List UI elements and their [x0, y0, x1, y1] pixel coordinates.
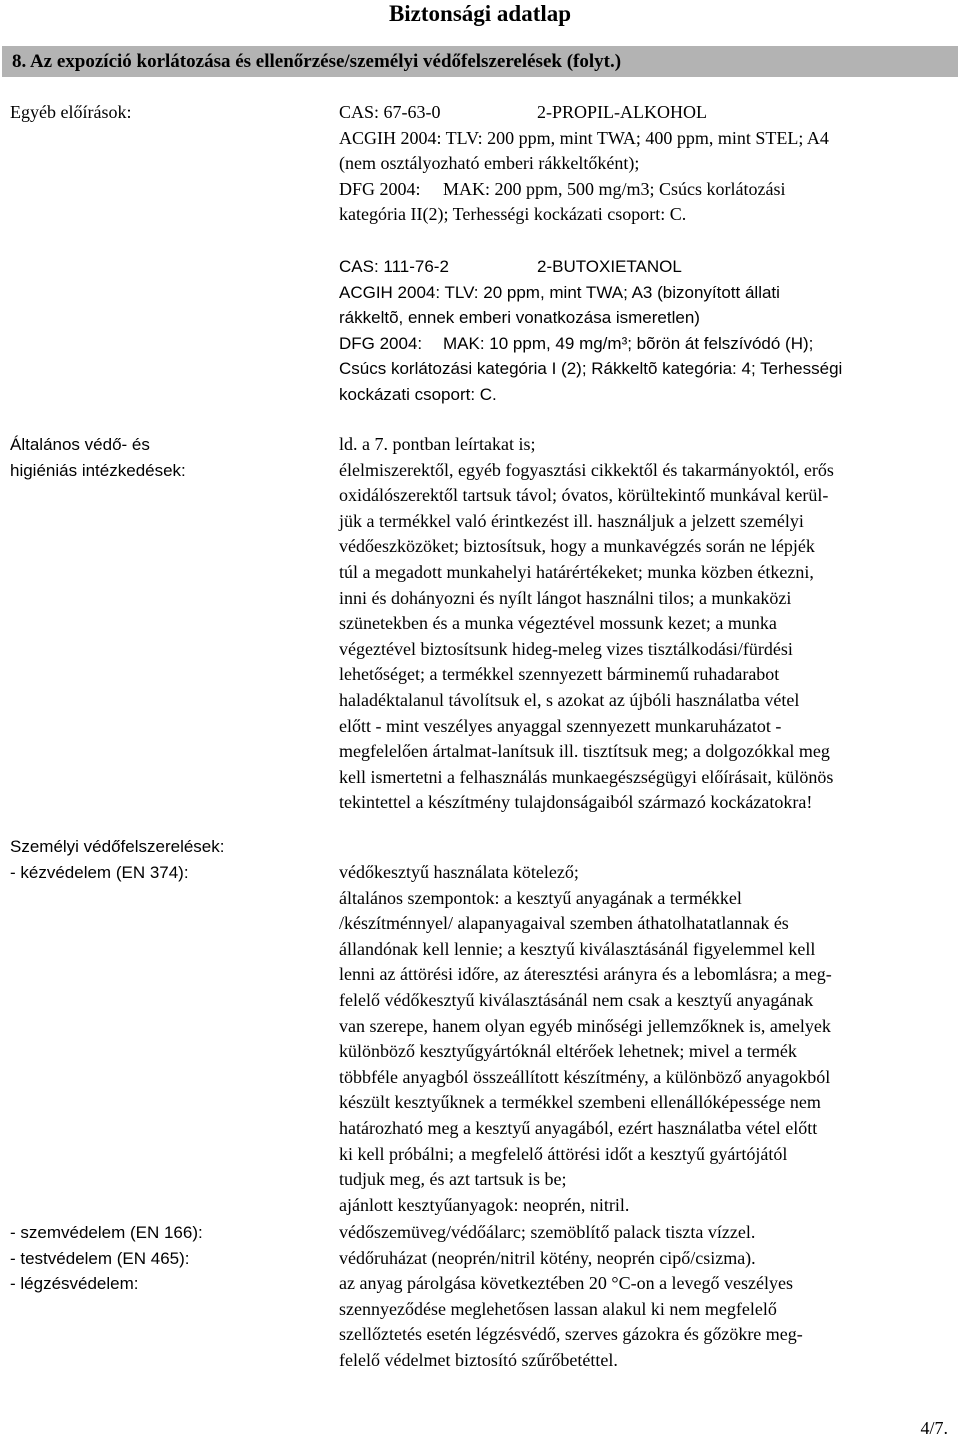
- dfg-label: DFG 2004:: [339, 178, 421, 199]
- substance-1-header: [339, 100, 829, 126]
- text-line: élelmiszerektől, egyéb fogyasztási cikkektől és takarmányoktól, erős: [339, 459, 834, 480]
- text-line: ld. a 7. pontban leírtakat is;: [339, 434, 536, 454]
- substance-2-header: [339, 254, 842, 280]
- substance-1-last-line: kategória II(2); Terhességi kockázati csoport: C.: [339, 204, 687, 225]
- text-line: van szerepe, hanem olyan egyéb minőségi jellemzőknek is, amelyek: [339, 1015, 831, 1036]
- other-protection-labels: [10, 1220, 203, 1297]
- respiratory-protection-label: - légzésvédelem:: [10, 1274, 139, 1294]
- other-protection-text: [339, 1220, 803, 1374]
- text-line: védőkesztyű használata kötelező;: [339, 862, 579, 882]
- text-line: tudjuk meg, és azt tartsuk is be;: [339, 1169, 567, 1190]
- text-line: védőeszközöket; biztosítsuk, hogy a munkavégzés során ne lépjék: [339, 536, 815, 557]
- dfg-value: MAK: 10 ppm, 49 mg/m³; bõrön át felszívódó (H);: [443, 333, 814, 353]
- text-line: különböző kesztyűgyártóknál eltérőek lehetnek; mivel a termék: [339, 1041, 797, 1062]
- section-heading: 8. Az expozíció korlátozása és ellenőrzése/személyi védőfelszerelések (folyt.): [2, 46, 958, 77]
- text-line: haladéktalanul távolítsuk el, s azokat az újbóli használatba vétel: [339, 689, 800, 710]
- text-line: túl a megadott munkahelyi határértékeket; munka közben étkezni,: [339, 561, 814, 582]
- body-protection-label: - testvédelem (EN 465):: [10, 1248, 190, 1268]
- dfg-label: DFG 2004:: [339, 333, 423, 353]
- substance-2: [339, 254, 842, 408]
- text-line: kell ismertetni a felhasználás munkaegészségügyi előírásait, különös: [339, 766, 834, 787]
- other-rules-label: Egyéb előírások:: [10, 102, 132, 122]
- text-line: oxidálószerektől tartsuk távol; óvatos, körültekintő munkával kerül-: [339, 485, 829, 506]
- hand-protection-label: - kézvédelem (EN 374):: [10, 862, 189, 882]
- text-line: lenni az áttörési időre, az áteresztési arányra és a lebomlásra; a meg-: [339, 964, 832, 985]
- substance-2-dfg: [339, 331, 842, 357]
- substance-2-line: ACGIH 2004: TLV: 20 ppm, mint TWA; A3 (bizonyított állati: [339, 282, 780, 302]
- text-line: szennyeződése meglehetősen lassan alakul ki nem megfelelő: [339, 1298, 777, 1319]
- body-protection-text: védőruházat (neoprén/nitril kötény, neoprén cipő/csizma).: [339, 1247, 756, 1268]
- text-line: ajánlott kesztyűanyagok: neoprén, nitril.: [339, 1194, 630, 1215]
- substance-1-cas: CAS: 67-63-0: [339, 102, 441, 122]
- eye-protection-label: - szemvédelem (EN 166):: [10, 1223, 203, 1242]
- substance-2-line: rákkeltõ, ennek emberi vonatkozása ismeretlen): [339, 308, 700, 328]
- text-line: /készítménnyel/ alapanyagaival szemben áthatolhatatlannak és: [339, 913, 789, 934]
- substance-2-name: 2-BUTOXIETANOL: [537, 257, 682, 276]
- text-line: állandónak kell lennie; a kesztyű kiválasztásánál figyelemmel kell: [339, 938, 816, 959]
- text-line: határozható meg a kesztyű anyagából, ezért használatba vétel előtt: [339, 1117, 818, 1138]
- text-line: többféle anyagból összeállított készítmény, a különböző anyagokból: [339, 1066, 831, 1087]
- document-title: Biztonsági adatlap: [388, 1, 572, 26]
- substance-2-last-line: Csúcs korlátozási kategória I (2); Rákkeltõ kategória: 4; Terhességi: [339, 359, 843, 379]
- hand-protection-text: [339, 860, 832, 1218]
- text-line: lehetőséget; a termékkel szennyezett bárminemű ruhadarabot: [339, 664, 780, 685]
- substance-2-cas: CAS: 111-76-2: [339, 257, 449, 276]
- text-line: általános szempontok: a kesztyű anyagának a termékkel: [339, 887, 742, 908]
- text-line: felelő védőkesztyű kiválasztásánál nem csak a kesztyű anyagának: [339, 989, 814, 1010]
- text-line: szünetekben és a munka végeztével mossunk kezet; a munka: [339, 613, 777, 634]
- substance-1-line: (nem osztályozható emberi rákkeltőként);: [339, 153, 640, 174]
- substance-1-line: ACGIH 2004: TLV: 200 ppm, mint TWA; 400 ppm, mint STEL; A4: [339, 127, 829, 148]
- substance-1: [339, 100, 829, 228]
- text-line: tekintettel a készítmény tulajdonságaiból származó kockázatokra!: [339, 792, 813, 813]
- general-measures-label: Általános védő- és higiéniás intézkedések:: [10, 435, 186, 480]
- text-line: előtt - mint veszélyes anyaggal szennyezett munkaruházatot -: [339, 715, 782, 736]
- page-number: 4/7.: [920, 1418, 948, 1438]
- general-measures-text: [339, 432, 834, 816]
- text-line: felelő védelmet biztosító szűrőbetéttel.: [339, 1349, 618, 1370]
- substance-1-dfg: [339, 177, 829, 203]
- text-line: jük a termékkel való érintkezést ill. használjuk a jelzett személyi: [339, 510, 804, 531]
- text-line: készült kesztyűknek a termékkel szembeni ellenállóképessége nem: [339, 1092, 821, 1113]
- text-line: végeztével biztosítsunk hideg-meleg vizes tisztálkodási/fürdési: [339, 638, 793, 659]
- dfg-value: MAK: 200 ppm, 500 mg/m3; Csúcs korlátozási: [443, 178, 786, 199]
- text-line: az anyag párolgása következtében 20 °C-on a levegő veszélyes: [339, 1273, 794, 1294]
- text-line: ki kell próbálni; a megfelelő áttörési időt a kesztyű gyártójától: [339, 1143, 788, 1164]
- text-line: megfelelően ártalmat-lanítsuk ill. tisztítsuk meg; a dolgozókkal meg: [339, 741, 830, 762]
- personal-protection-labels: [10, 834, 224, 885]
- substance-2-last-line: kockázati csoport: C.: [339, 384, 497, 404]
- substance-1-name: 2-PROPIL-ALKOHOL: [537, 102, 707, 122]
- text-line: inni és dohányozni és nyílt lángot használni tilos; a munkaközi: [339, 587, 792, 608]
- text-line: szellőztetés esetén légzésvédő, szerves gázokra és gőzökre meg-: [339, 1324, 803, 1345]
- personal-protection-heading: Személyi védőfelszerelések:: [10, 837, 225, 856]
- eye-protection-text: védőszemüveg/védőálarc; szemöblítő palack tiszta vízzel.: [339, 1222, 756, 1242]
